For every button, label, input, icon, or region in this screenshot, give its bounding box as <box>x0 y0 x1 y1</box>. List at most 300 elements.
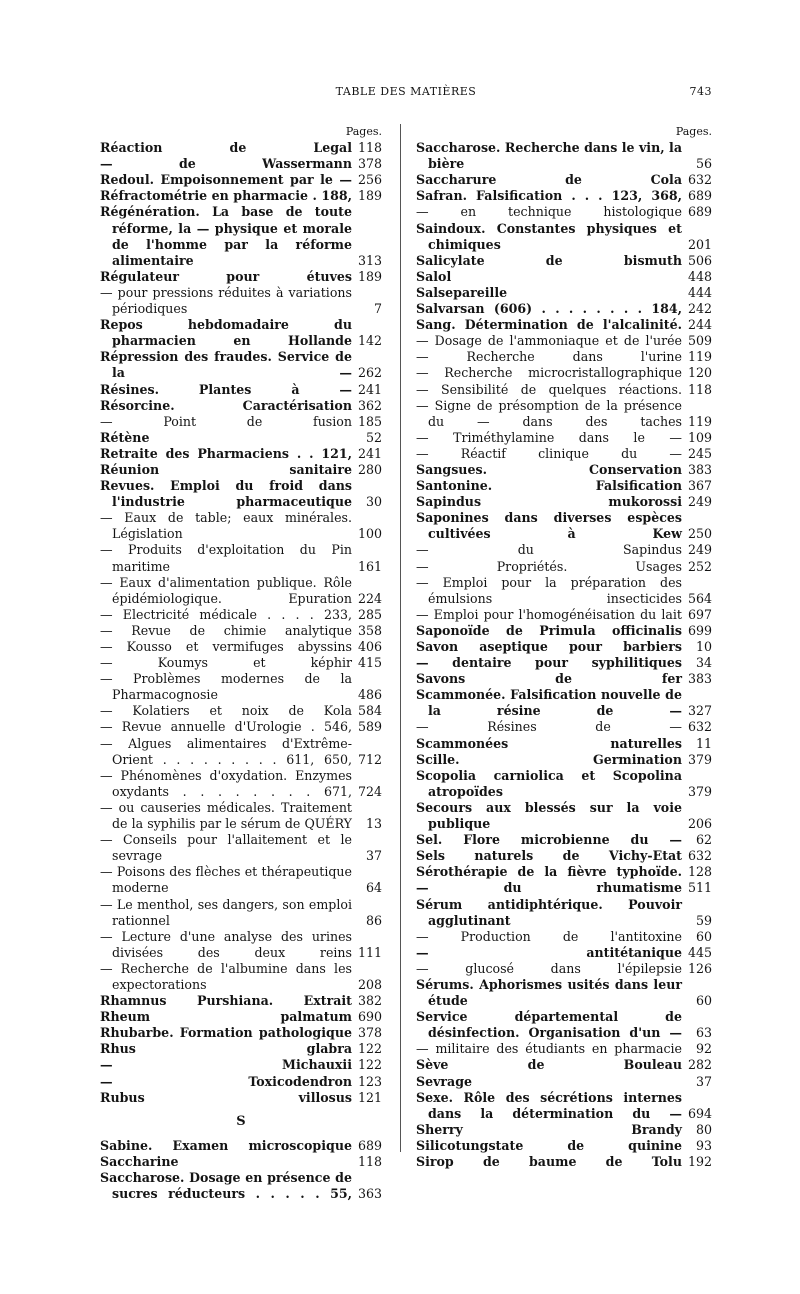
left-s-entries <box>100 1138 382 1202</box>
entry-page: 383 <box>684 671 712 687</box>
entry-text: — Recherche microcristallographique <box>416 365 682 381</box>
entry-text: — Emploi pour l'homogénéisation du lait <box>416 606 682 622</box>
entry-page: 208 <box>354 977 382 993</box>
entry-page: 245 <box>684 446 712 462</box>
entry-text: — dentaire pour syphilitiques <box>416 655 682 671</box>
index-entry <box>100 446 382 462</box>
entry-text: Sapindus mukorossi <box>416 494 682 510</box>
entry-text: — Toxicodendron <box>100 1073 352 1089</box>
entry-page: 34 <box>692 655 712 671</box>
index-entry <box>416 1074 712 1090</box>
index-entry <box>416 494 712 510</box>
index-entry <box>100 864 382 896</box>
index-entry <box>416 768 712 800</box>
entry-page: 37 <box>362 848 382 864</box>
entry-text: — du Sapindus <box>416 542 682 558</box>
entry-page: 250 <box>684 526 712 542</box>
entry-text: — Résines de — <box>416 719 682 735</box>
entry-page: 10 <box>692 639 712 655</box>
index-entry <box>416 478 712 494</box>
entry-text: Santonine. Falsification <box>416 478 682 494</box>
entry-text: Sérums. Aphorismes usités dans leur étude <box>416 976 682 1009</box>
entry-page: 56 <box>692 156 712 172</box>
entry-text: — Phénomènes d'oxydation. Enzymes oxydants . . . . . . . . 671, <box>100 767 352 799</box>
entry-page: 119 <box>684 349 712 365</box>
index-entry <box>416 398 712 430</box>
entry-page: 241 <box>354 382 382 398</box>
right-entries <box>416 140 712 1170</box>
entry-text: Redoul. Empoisonnement par le — <box>100 172 352 188</box>
entry-text: Réunion sanitaire <box>100 461 352 477</box>
entry-page: 358 <box>354 623 382 639</box>
index-entry <box>100 430 382 446</box>
entry-page: 406 <box>354 639 382 655</box>
entry-text: Sel. Flore microbienne du — <box>416 832 682 848</box>
entry-page: 367 <box>684 478 712 494</box>
index-entry <box>416 253 712 269</box>
index-entry <box>416 542 712 558</box>
entry-text: — ou causeries médicales. Traitement de la syphilis par le sérum de QUÉRY <box>100 799 352 832</box>
index-entry <box>416 575 712 607</box>
entry-text: Savons de fer <box>416 671 682 687</box>
entry-text: Sels naturels de Vichy-Etat <box>416 848 682 864</box>
entry-page: 100 <box>354 526 382 542</box>
entry-text: Saccharine <box>100 1153 179 1169</box>
entry-page: 60 <box>692 929 712 945</box>
entry-text: — Emploi pour la préparation des émulsions insecticides <box>416 574 682 606</box>
index-entry <box>100 269 382 285</box>
entry-page: 192 <box>684 1154 712 1170</box>
index-entry <box>416 285 712 301</box>
entry-page: 379 <box>684 784 712 800</box>
index-entry <box>416 188 712 204</box>
entry-text: Salicylate de bismuth <box>416 252 682 268</box>
entry-text: Saponines dans diverses espèces cultivées à Kew <box>416 510 682 542</box>
entry-text: Scopolia carniolica et Scopolina atropoïdes <box>416 767 682 799</box>
index-entry <box>416 221 712 253</box>
entry-text: — du rhumatisme <box>416 880 682 896</box>
entry-page: 224 <box>354 591 382 607</box>
index-entry <box>100 655 382 671</box>
entry-page: 285 <box>354 607 382 623</box>
entry-text: Sabine. Examen microscopique <box>100 1137 352 1153</box>
index-entry <box>100 398 382 414</box>
entry-page: 206 <box>684 816 712 832</box>
pages-label-right: Pages. <box>675 125 712 138</box>
entry-text: — Le menthol, ses dangers, son emploi rationnel <box>100 896 352 928</box>
entry-page: 121 <box>354 1090 382 1106</box>
index-entry <box>100 462 382 478</box>
column-divider <box>400 124 401 1152</box>
index-entry <box>100 1090 382 1106</box>
index-entry <box>416 430 712 446</box>
entry-page: 486 <box>354 687 382 703</box>
entry-text: — Conseils pour l'allaitement et le sevrage <box>100 832 352 864</box>
index-entry <box>100 204 382 268</box>
entry-page: 122 <box>354 1041 382 1057</box>
entry-text: — Electricité médicale . . . . 233, <box>100 606 352 622</box>
index-entry <box>416 687 712 719</box>
index-entry <box>416 1009 712 1041</box>
left-column <box>100 124 382 1202</box>
entry-page: 632 <box>684 719 712 735</box>
entry-page: 724 <box>354 784 382 800</box>
entry-text: Rubus villosus <box>100 1089 352 1105</box>
entry-text: Rheum palmatum <box>100 1009 352 1025</box>
entry-text: — pour pressions réduites à variations périodiques <box>100 284 352 317</box>
index-entry <box>100 1154 382 1170</box>
index-entry <box>416 1122 712 1138</box>
index-entry <box>100 719 382 735</box>
entry-text: — Koumys et képhir <box>100 655 352 671</box>
entry-text: — militaire des étudiants en pharmacie <box>416 1041 682 1057</box>
entry-page: 415 <box>354 655 382 671</box>
entry-page: 383 <box>684 462 712 478</box>
index-entry <box>100 542 382 574</box>
entry-text: Résines. Plantes à — <box>100 381 352 397</box>
entry-page: 362 <box>354 398 382 414</box>
entry-text: Réfractométrie en pharmacie . 188, <box>100 188 352 204</box>
entry-text: Service départemental de désinfection. Organisation d'un — <box>416 1009 682 1041</box>
entry-page: 327 <box>684 703 712 719</box>
index-entry <box>416 1138 712 1154</box>
entry-page: 632 <box>684 172 712 188</box>
entry-text: — Revue annuelle d'Urologie . 546, <box>100 719 352 735</box>
entry-text: Salol <box>416 268 452 284</box>
entry-page: 313 <box>354 253 382 269</box>
index-entry <box>100 736 382 768</box>
entry-text: Saccharose. Dosage en présence de sucres réducteurs . . . . . 55, <box>100 1169 352 1202</box>
entry-page: 249 <box>684 542 712 558</box>
entry-page: 280 <box>354 462 382 478</box>
entry-text: Saccharose. Recherche dans le vin, la bière <box>416 140 682 172</box>
entry-page: 63 <box>692 1025 712 1041</box>
entry-page: 262 <box>354 365 382 381</box>
entry-text: Repos hebdomadaire du pharmacien en Hollande <box>100 317 352 349</box>
index-entry <box>100 1041 382 1057</box>
entry-text: Rhamnus Purshiana. Extrait <box>100 993 352 1009</box>
entry-text: Sérum antidiphtérique. Pouvoir agglutinant <box>416 896 682 928</box>
entry-page: 241 <box>354 446 382 462</box>
entry-page: 256 <box>354 172 382 188</box>
index-entry <box>100 1138 382 1154</box>
index-entry <box>100 832 382 864</box>
entry-page: 80 <box>692 1122 712 1138</box>
index-entry <box>100 188 382 204</box>
entry-text: — Sensibilité de quelques réactions. <box>416 381 682 397</box>
entry-page: 363 <box>354 1186 382 1202</box>
index-entry <box>100 929 382 961</box>
index-entry <box>416 961 712 977</box>
entry-text: — de Wassermann <box>100 156 352 172</box>
entry-page: 120 <box>684 365 712 381</box>
entry-text: Rhubarbe. Formation pathologique <box>100 1025 352 1041</box>
entry-page: 189 <box>354 188 382 204</box>
entry-page: 509 <box>684 333 712 349</box>
entry-text: — Produits d'exploitation du Pin maritime <box>100 542 352 574</box>
entry-page: 161 <box>354 559 382 575</box>
index-entry <box>416 1057 712 1073</box>
entry-page: 201 <box>684 237 712 253</box>
index-entry <box>100 317 382 349</box>
entry-text: Saponoïde de Primula officinalis <box>416 622 682 638</box>
entry-page: 699 <box>684 623 712 639</box>
index-entry <box>416 365 712 381</box>
index-entry <box>100 349 382 381</box>
entry-text: Sherry Brandy <box>416 1121 682 1137</box>
entry-page: 589 <box>354 719 382 735</box>
index-entry <box>100 1009 382 1025</box>
index-entry <box>416 655 712 671</box>
entry-text: Répression des fraudes. Service de la — <box>100 349 352 381</box>
entry-page: 7 <box>370 301 382 317</box>
index-entry <box>416 639 712 655</box>
entry-text: Rhus glabra <box>100 1041 352 1057</box>
index-entry <box>416 945 712 961</box>
index-entry <box>416 301 712 317</box>
index-entry <box>416 929 712 945</box>
entry-text: — Dosage de l'ammoniaque et de l'urée <box>416 333 682 349</box>
index-entry <box>416 510 712 542</box>
entry-text: — Problèmes modernes de la Pharmacognosie <box>100 671 352 703</box>
index-entry <box>416 1154 712 1170</box>
entry-text: — glucosé dans l'épilepsie <box>416 960 682 976</box>
entry-text: — Propriétés. Usages <box>416 558 682 574</box>
index-entry <box>416 462 712 478</box>
entry-page: 689 <box>684 188 712 204</box>
index-entry <box>416 349 712 365</box>
index-entry <box>100 382 382 398</box>
entry-page: 712 <box>354 752 382 768</box>
entry-page: 142 <box>354 333 382 349</box>
index-entry <box>416 752 712 768</box>
index-entry <box>100 897 382 929</box>
entry-text: Scammonée. Falsification nouvelle de la résine de — <box>416 687 682 719</box>
index-entry <box>100 1074 382 1090</box>
index-entry <box>416 671 712 687</box>
index-entry <box>416 897 712 929</box>
entry-text: Sève de Bouleau <box>416 1057 682 1073</box>
index-entry <box>416 623 712 639</box>
entry-text: — Recherche dans l'urine <box>416 349 682 365</box>
index-entry <box>100 575 382 607</box>
entry-text: Salvarsan (606) . . . . . . . . 184, <box>416 301 682 317</box>
entry-text: Résorcine. Caractérisation <box>100 397 352 413</box>
entry-page: 64 <box>362 880 382 896</box>
index-entry <box>416 382 712 398</box>
entry-page: 109 <box>684 430 712 446</box>
entry-page: 126 <box>684 961 712 977</box>
entry-page: 249 <box>684 494 712 510</box>
entry-page: 123 <box>354 1074 382 1090</box>
entry-page: 378 <box>354 1025 382 1041</box>
index-entry <box>100 285 382 317</box>
index-entry <box>100 768 382 800</box>
entry-page: 697 <box>684 607 712 623</box>
entry-text: — Recherche de l'albumine dans les expectorations <box>100 960 352 992</box>
entry-page: 242 <box>684 301 712 317</box>
entry-page: 118 <box>354 1154 382 1170</box>
entry-page: 92 <box>692 1041 712 1057</box>
entry-text: — antitétanique <box>416 944 682 960</box>
index-entry <box>100 414 382 430</box>
entry-text: Sangsues. Conservation <box>416 461 682 477</box>
entry-text: Sevrage <box>416 1073 473 1089</box>
entry-text: — Revue de chimie analytique <box>100 622 352 638</box>
entry-page: 93 <box>692 1138 712 1154</box>
entry-page: 379 <box>684 752 712 768</box>
index-entry <box>100 623 382 639</box>
entry-text: — Production de l'antitoxine <box>416 928 682 944</box>
entry-page: 244 <box>684 317 712 333</box>
index-entry <box>416 832 712 848</box>
entry-text: Revues. Emploi du froid dans l'industrie pharmaceutique <box>100 478 352 510</box>
entry-text: Sang. Détermination de l'alcalinité. <box>416 317 682 333</box>
index-entry <box>416 607 712 623</box>
entry-page: 632 <box>684 848 712 864</box>
index-entry <box>100 993 382 1009</box>
entry-text: Réaction de Legal <box>100 140 352 156</box>
entry-page: 118 <box>354 140 382 156</box>
entry-text: Scille. Germination <box>416 751 682 767</box>
page-number: 743 <box>689 85 712 98</box>
index-entry <box>416 1090 712 1122</box>
left-entries <box>100 140 382 1106</box>
index-entry <box>100 1057 382 1073</box>
entry-text: Safran. Falsification . . . 123, 368, <box>416 188 682 204</box>
entry-page: 52 <box>362 430 382 446</box>
index-entry <box>416 800 712 832</box>
entry-text: — Triméthylamine dans le — <box>416 429 682 445</box>
running-title: TABLE DES MATIÈRES <box>335 85 477 98</box>
entry-page: 30 <box>362 494 382 510</box>
entry-text: Scammonées naturelles <box>416 735 682 751</box>
index-entry <box>416 269 712 285</box>
index-entry <box>416 446 712 462</box>
entry-page: 694 <box>684 1106 712 1122</box>
index-entry <box>100 1170 382 1202</box>
index-entry <box>100 607 382 623</box>
index-entry <box>416 719 712 735</box>
index-entry <box>100 172 382 188</box>
entry-page: 445 <box>684 945 712 961</box>
entry-page: 59 <box>692 913 712 929</box>
entry-page: 37 <box>692 1074 712 1090</box>
entry-text: Saindoux. Constantes physiques et chimiques <box>416 220 682 252</box>
index-entry <box>100 800 382 832</box>
entry-text: Saccharure de Cola <box>416 172 682 188</box>
entry-text: Sérothérapie de la fièvre typhoïde. <box>416 864 682 880</box>
index-entry <box>416 204 712 220</box>
index-entry <box>416 977 712 1009</box>
entry-page: 690 <box>354 1009 382 1025</box>
entry-page: 564 <box>684 591 712 607</box>
right-column <box>416 124 712 1170</box>
entry-text: — en technique histologique <box>416 204 682 220</box>
index-entry <box>100 703 382 719</box>
pages-label: Pages. <box>345 125 382 138</box>
entry-page: 111 <box>354 945 382 961</box>
entry-page: 382 <box>354 993 382 1009</box>
entry-page: 185 <box>354 414 382 430</box>
entry-page: 511 <box>684 880 712 896</box>
entry-text: Sexe. Rôle des sécrétions internes dans la détermination du — <box>416 1089 682 1121</box>
entry-page: 60 <box>692 993 712 1009</box>
page-header <box>100 85 712 105</box>
index-entry <box>416 848 712 864</box>
index-entry <box>416 333 712 349</box>
entry-page: 444 <box>684 285 712 301</box>
entry-page: 119 <box>684 414 712 430</box>
entry-page: 62 <box>692 832 712 848</box>
index-entry <box>416 1041 712 1057</box>
index-entry <box>416 736 712 752</box>
entry-text: Régénération. La base de toute réforme, la — physique et morale de l'homme par la réforme alimentaire <box>100 204 352 268</box>
index-entry <box>416 317 712 333</box>
index-entry <box>100 961 382 993</box>
index-entry <box>416 864 712 880</box>
entry-text: — Point de fusion <box>100 413 352 429</box>
entry-page: 584 <box>354 703 382 719</box>
entry-text: Régulateur pour étuves <box>100 268 352 284</box>
entry-page: 252 <box>684 559 712 575</box>
entry-page: 378 <box>354 156 382 172</box>
entry-text: — Eaux d'alimentation publique. Rôle épidémiologique. Epuration <box>100 574 352 606</box>
entry-text: Rétène <box>100 429 150 445</box>
section-letter: S <box>236 1113 246 1129</box>
entry-text: — Kolatiers et noix de Kola <box>100 703 352 719</box>
entry-page: 128 <box>684 864 712 880</box>
entry-page: 689 <box>684 204 712 220</box>
entry-text: — Kousso et vermifuges abyssins <box>100 639 352 655</box>
entry-text: Retraite des Pharmaciens . . 121, <box>100 445 352 461</box>
index-entry <box>100 140 382 156</box>
index-entry <box>416 172 712 188</box>
entry-text: — Eaux de table; eaux minérales. Législation <box>100 510 352 542</box>
entry-text: — Poisons des flèches et thérapeutique moderne <box>100 864 352 896</box>
index-entry <box>416 880 712 896</box>
index-entry <box>100 510 382 542</box>
entry-text: — Lecture d'une analyse des urines divisées des deux reins <box>100 928 352 960</box>
entry-text: Salsepareille <box>416 284 508 300</box>
entry-page: 689 <box>354 1138 382 1154</box>
index-entry <box>416 140 712 172</box>
entry-text: Sirop de baume de Tolu <box>416 1154 682 1169</box>
entry-page: 189 <box>354 269 382 285</box>
entry-page: 448 <box>684 269 712 285</box>
entry-page: 506 <box>684 253 712 269</box>
index-entry <box>100 1025 382 1041</box>
entry-page: 13 <box>362 816 382 832</box>
entry-text: — Signe de présomption de la présence du — dans des taches <box>416 397 682 429</box>
entry-text: — Michauxii <box>100 1057 352 1073</box>
index-entry <box>100 639 382 655</box>
entry-page: 122 <box>354 1057 382 1073</box>
entry-text: — Réactif clinique du — <box>416 445 682 461</box>
entry-text: Silicotungstate de quinine <box>416 1137 682 1153</box>
entry-text: — Algues alimentaires d'Extrême-Orient . . . . . . . . . 611, 650, <box>100 735 352 767</box>
entry-page: 282 <box>684 1057 712 1073</box>
entry-page: 11 <box>692 736 712 752</box>
index-entry <box>416 559 712 575</box>
entry-text: Secours aux blessés sur la voie publique <box>416 799 682 832</box>
index-entry <box>100 671 382 703</box>
index-entry <box>100 478 382 510</box>
entry-page: 86 <box>362 913 382 929</box>
entry-text: Savon aseptique pour barbiers <box>416 639 682 654</box>
index-entry <box>100 156 382 172</box>
entry-page: 118 <box>684 382 712 398</box>
